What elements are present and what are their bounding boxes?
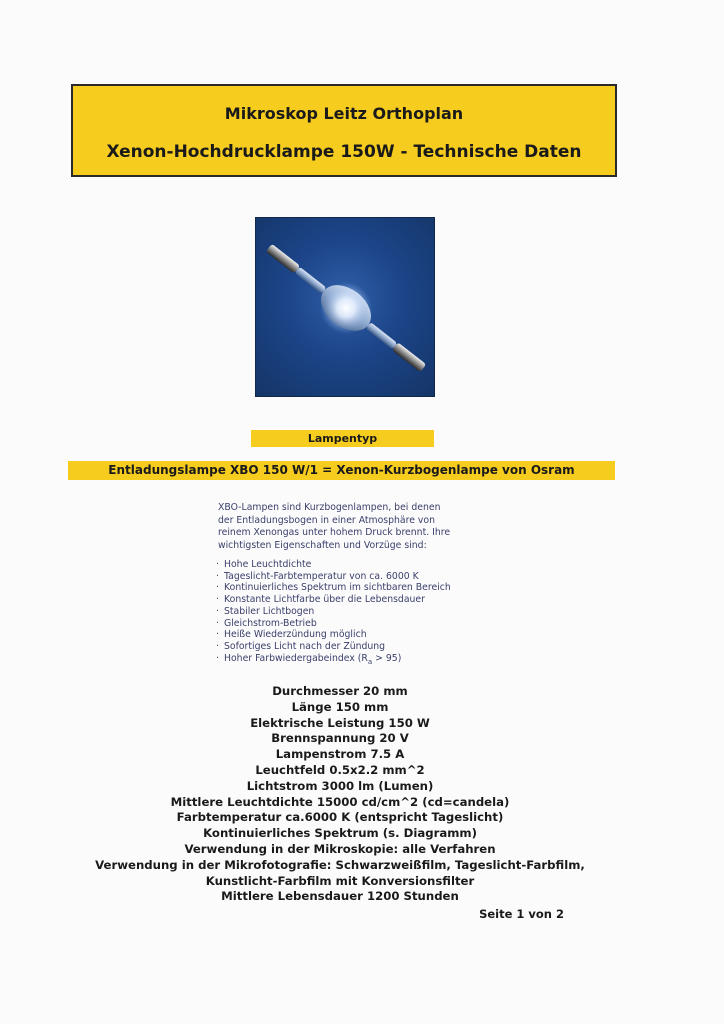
intro-line: wichtigsten Eigenschaften und Vorzüge sind: bbox=[218, 539, 427, 551]
xenon-lamp-icon bbox=[256, 218, 435, 397]
spec-item: Leuchtfeld 0.5x2.2 mm^2 bbox=[255, 762, 425, 777]
title-line-1: Mikroskop Leitz Orthoplan bbox=[224, 104, 464, 123]
intro-line: reinem Xenongas unter hohem Druck brennt. Ihre bbox=[218, 527, 451, 538]
feature-text: Konstante Lichtfarbe über die Lebensdauer bbox=[224, 594, 425, 606]
feature-item bbox=[216, 571, 516, 583]
lamp-type-label: Lampentyp bbox=[251, 430, 434, 447]
spec-item: Durchmesser 20 mm bbox=[272, 684, 408, 698]
title-line-2: Xenon-Hochdrucklampe 150W - Technische Daten bbox=[106, 142, 582, 162]
spec-item: Verwendung in der Mikroskopie: alle Verfahren bbox=[184, 841, 496, 856]
feature-text: Gleichstrom-Betrieb bbox=[224, 617, 317, 629]
spec-list bbox=[40, 684, 640, 905]
bullet: · bbox=[216, 594, 219, 606]
feature-text: Hohe Leuchtdichte bbox=[224, 559, 312, 570]
spec-item: Farbtemperatur ca.6000 K (entspricht Tageslicht) bbox=[176, 810, 504, 825]
feature-item bbox=[216, 559, 516, 571]
feature-text: Hoher Farbwiedergabeindex (R bbox=[224, 652, 368, 664]
spec-item: Mittlere Leuchtdichte 15000 cd/cm^2 (cd=candela) bbox=[170, 794, 510, 809]
intro-line: XBO-Lampen sind Kurzbogenlampen, bei denen bbox=[218, 502, 441, 513]
intro-line: der Entladungsbogen in einer Atmosphäre von bbox=[218, 514, 435, 526]
spec-item: Lampenstrom 7.5 A bbox=[275, 747, 405, 762]
spec-item: Länge 150 mm bbox=[291, 699, 389, 714]
feature-text: Heiße Wiederzündung möglich bbox=[224, 629, 367, 641]
spec-item: Mittlere Lebensdauer 1200 Stunden bbox=[221, 889, 459, 904]
spec-item: Verwendung in der Mikrofotografie: Schwarzweißfilm, Tageslicht-Farbfilm, bbox=[95, 857, 585, 872]
xenon-lamp-photo bbox=[255, 217, 435, 397]
feature-list bbox=[216, 559, 516, 668]
bullet: · bbox=[216, 559, 219, 570]
bullet: · bbox=[216, 617, 219, 629]
spec-item: Elektrische Leistung 150 W bbox=[250, 715, 430, 730]
spec-item: Kunstlicht-Farbfilm mit Konversionsfilter bbox=[205, 873, 475, 888]
feature-item bbox=[216, 594, 516, 606]
feature-item bbox=[216, 606, 516, 618]
feature-text: Sofortiges Licht nach der Zündung bbox=[224, 640, 386, 652]
feature-text: Kontinuierliches Spektrum im sichtbaren Bereich bbox=[224, 582, 451, 594]
bullet: · bbox=[216, 629, 219, 641]
spec-item: Brennspannung 20 V bbox=[271, 731, 409, 746]
feature-text: Stabiler Lichtbogen bbox=[224, 605, 315, 617]
bullet: · bbox=[216, 582, 219, 594]
bullet: · bbox=[216, 640, 219, 652]
feature-text: Tageslicht-Farbtemperatur von ca. 6000 K bbox=[224, 570, 419, 582]
feature-item bbox=[216, 618, 516, 630]
intro-paragraph bbox=[218, 502, 488, 552]
feature-item bbox=[216, 653, 516, 669]
bullet: · bbox=[216, 570, 219, 582]
title-box bbox=[71, 84, 617, 177]
bullet: · bbox=[216, 652, 219, 664]
lamp-type-value: Entladungslampe XBO 150 W/1 = Xenon-Kurzbogenlampe von Osram bbox=[68, 461, 615, 480]
page-number: Seite 1 von 2 bbox=[479, 907, 564, 921]
feature-subscript: a bbox=[367, 657, 373, 666]
feature-item bbox=[216, 582, 516, 594]
feature-text-suffix: > 95) bbox=[372, 652, 402, 664]
spec-item: Kontinuierliches Spektrum (s. Diagramm) bbox=[203, 826, 477, 841]
feature-item bbox=[216, 629, 516, 641]
bullet: · bbox=[216, 605, 219, 617]
spec-item: Lichtstrom 3000 lm (Lumen) bbox=[246, 778, 434, 793]
feature-item bbox=[216, 641, 516, 653]
